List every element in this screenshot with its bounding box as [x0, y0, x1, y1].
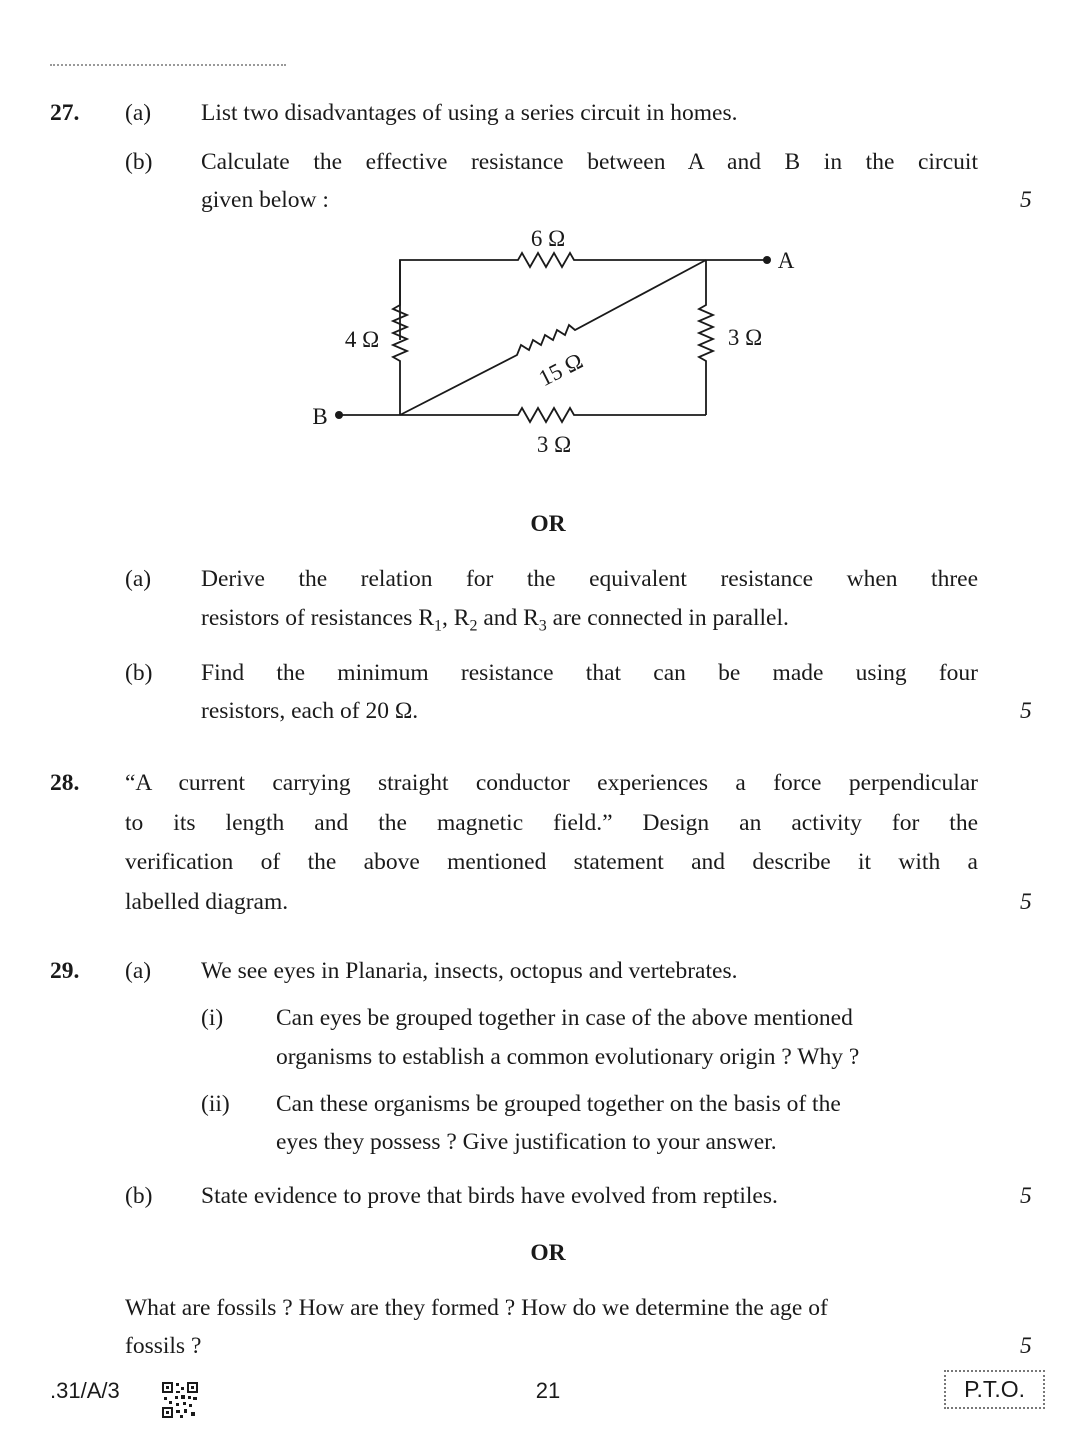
q29a-ii-line2: eyes they possess ? Give justification to your answer. [276, 1129, 777, 1155]
label-6ohm: 6 Ω [530, 226, 566, 251]
circuit-diagram [300, 220, 820, 465]
label-node-b: B [312, 404, 328, 429]
q29a-text: We see eyes in Planaria, insects, octopus and vertebrates. [201, 958, 738, 984]
label-4ohm: 4 Ω [344, 327, 380, 352]
label-node-a: A [777, 248, 795, 273]
q27b-label: (b) [125, 149, 153, 175]
q28-line4: labelled diagram. [125, 889, 289, 915]
top-wire [400, 253, 706, 340]
q27-number: 27. [50, 100, 80, 126]
q29b-label: (b) [125, 1183, 153, 1209]
label-3ohm-bottom: 3 Ω [536, 432, 572, 457]
q27-alt-a-label: (a) [125, 566, 152, 592]
q29-marks: 5 [1020, 1183, 1032, 1209]
q27-alt-marks: 5 [1020, 698, 1032, 724]
q27b-line1: Calculate the effective resistance between A and B in the circuit [201, 149, 978, 175]
node-b-dot [335, 411, 343, 419]
q28-line1: “A current carrying straight conductor experiences a force perpendicular [125, 770, 978, 796]
label-15ohm: 15 Ω [534, 348, 587, 392]
q29a-i-line1: Can eyes be grouped together in case of the above mentioned [276, 1005, 853, 1031]
q27-marks: 5 [1020, 187, 1032, 213]
bottom-wire [340, 408, 706, 422]
label-3ohm-right: 3 Ω [727, 325, 763, 350]
page-number: 21 [535, 1378, 561, 1403]
q29b-text: State evidence to prove that birds have evolved from reptiles. [201, 1183, 778, 1209]
q27b-line2: given below : [201, 187, 329, 213]
q27-or: OR [530, 511, 566, 537]
pto-box: P.T.O. [944, 1370, 1045, 1409]
q27-alt-b-label: (b) [125, 660, 153, 686]
q29-alt-line2: fossils ? [125, 1333, 202, 1359]
top-rule [50, 64, 286, 66]
diagonal-wire [400, 260, 706, 415]
q27-alt-b-line1: Find the minimum resistance that can be made using four [201, 660, 978, 686]
q27a-text: List two disadvantages of using a series circuit in homes. [201, 100, 738, 126]
node-a-dot [763, 256, 771, 264]
q28-line3: verification of the above mentioned statement and describe it with a [125, 849, 978, 875]
q29-alt-line1: What are fossils ? How are they formed ? How do we determine the age of [125, 1295, 828, 1321]
q27-alt-b-line2: resistors, each of 20 Ω. [201, 698, 419, 724]
q27a-label: (a) [125, 100, 152, 126]
q29a-ii-line1: Can these organisms be grouped together on the basis of the [276, 1091, 841, 1117]
q27-alt-a-line1: Derive the relation for the equivalent resistance when three [201, 566, 978, 592]
q29-or: OR [530, 1240, 566, 1266]
right-wire [699, 260, 713, 415]
q28-marks: 5 [1020, 889, 1032, 915]
q29-alt-marks: 5 [1020, 1333, 1032, 1359]
q29-number: 29. [50, 958, 80, 984]
q28-line2: to its length and the magnetic field.” Design an activity for the [125, 810, 978, 836]
q29a-label: (a) [125, 958, 152, 984]
q29a-i-line2: organisms to establish a common evolutionary origin ? Why ? [276, 1044, 860, 1070]
q29a-i-label: (i) [201, 1005, 224, 1031]
paper-code: .31/A/3 [50, 1378, 120, 1403]
q27-alt-a-line2: resistors of resistances $R_1$, $R_2$ and $R_3$ are connected in parallel. [201, 605, 789, 635]
q28-number: 28. [50, 770, 80, 796]
q29a-ii-label: (ii) [201, 1091, 230, 1117]
